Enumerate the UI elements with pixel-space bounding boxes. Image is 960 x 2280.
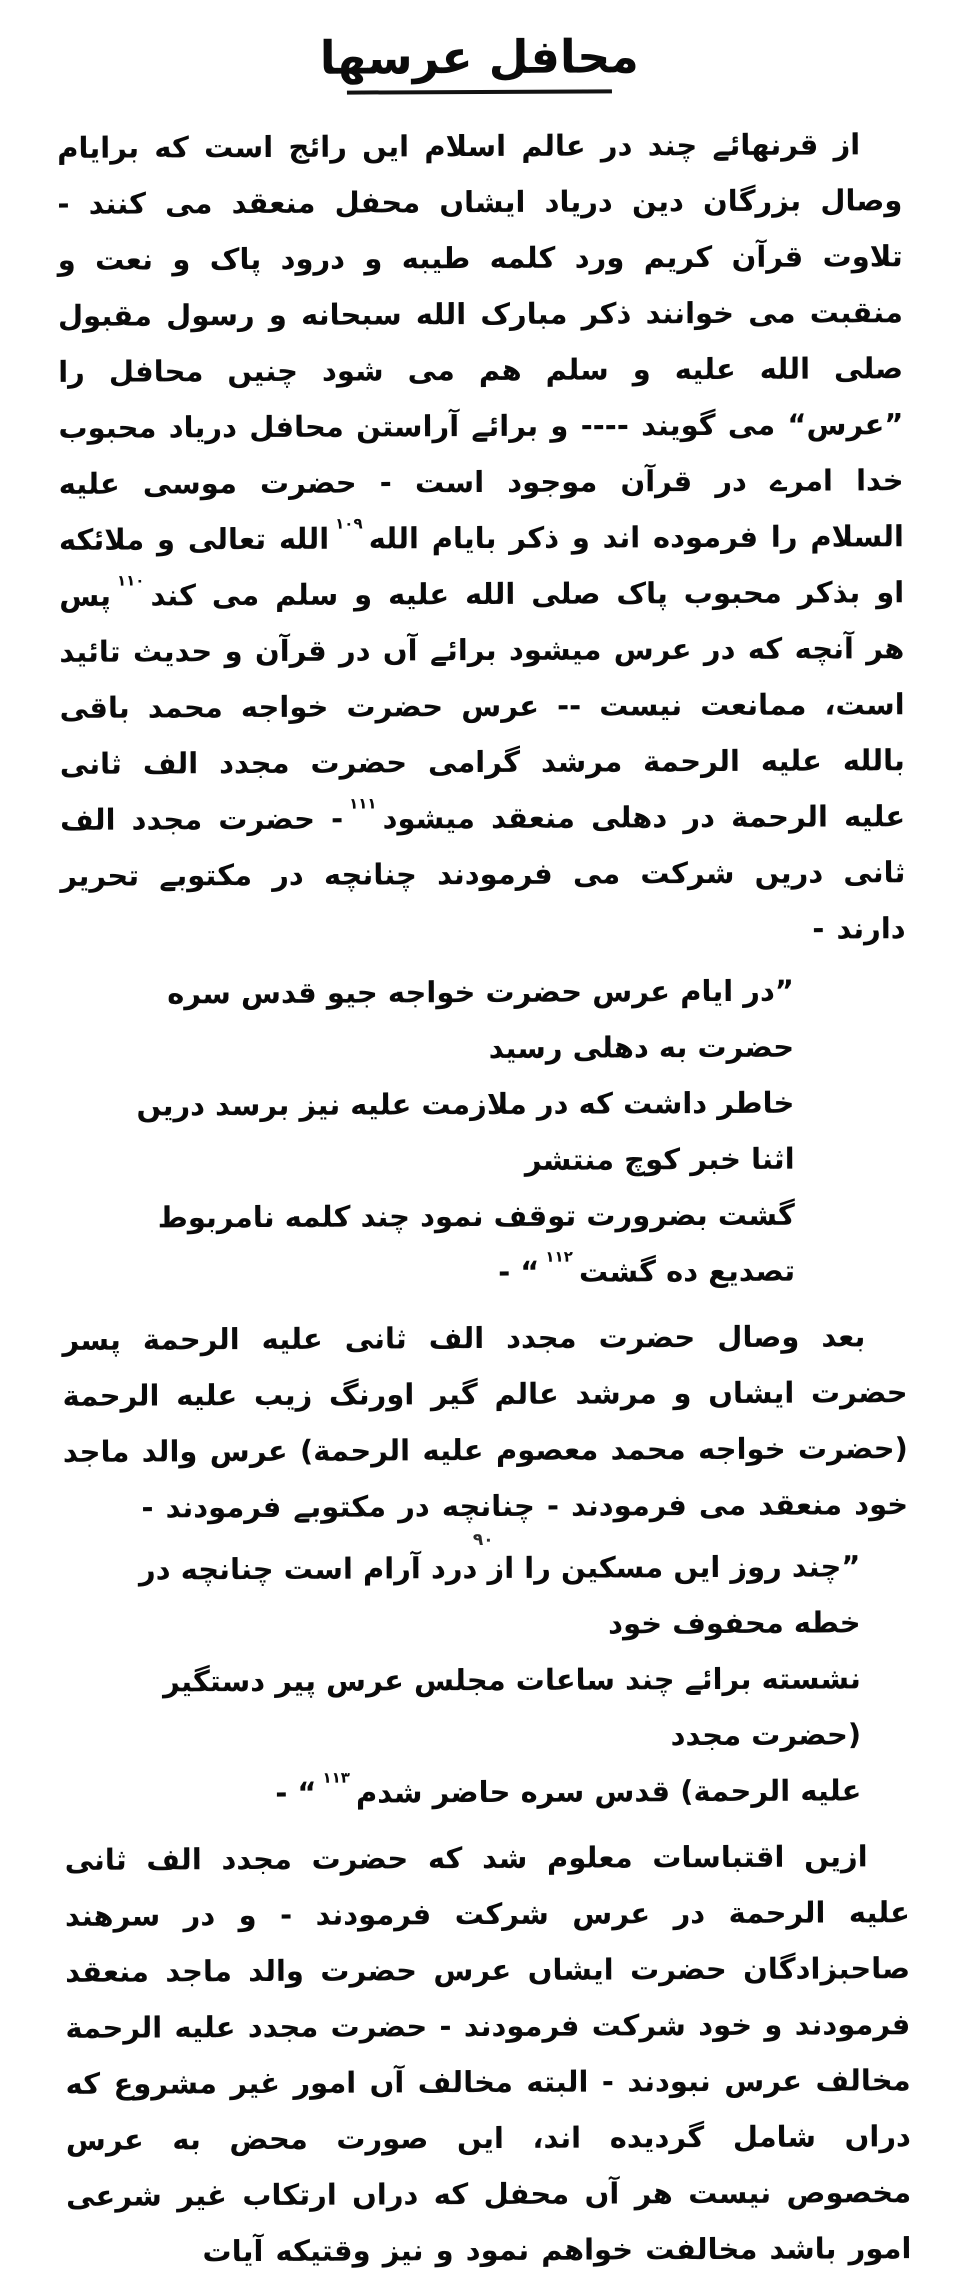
footnote-ref-110: ۱۱۰ bbox=[116, 571, 145, 590]
blockquote-1 bbox=[91, 963, 795, 1302]
quote-1-close-mark: “ - bbox=[498, 1254, 540, 1289]
quote-1-line-3 bbox=[92, 1187, 795, 1302]
footnote-ref-112: ۱۱۲ bbox=[545, 1247, 573, 1266]
quote-2-line-3-text: علیه الرحمة) قدس سره حاضر شدم bbox=[355, 1773, 862, 1810]
paragraph-1 bbox=[57, 116, 906, 960]
footnote-ref-109: ۱۰۹ bbox=[335, 514, 363, 533]
blockquote-2 bbox=[93, 1538, 861, 1821]
page-title: محافل عرسها bbox=[319, 29, 639, 85]
quote-2-line-1: ”چند روز ایں مسکین را از درد آرام است چنانچه در خطه محفوف خود bbox=[138, 1549, 861, 1641]
quote-1-line-3-text: گشت بضرورت توقف نمود چند کلمه نامربوط تصدیع ده گشت bbox=[157, 1197, 796, 1289]
paragraph-2: بعد وصال حضرت مجدد الف ثانی علیه الرحمة پسر حضرت ایشاں و مرشد عالم گیر اورنگ زیب علیه الرحمة (حضرت خواجه محمد معصوم علیه الرحمة) عرس والد ماجد خود منعقد می فرمودند - چنانچه در مکتوبے فرمودند - bbox=[62, 1319, 909, 1525]
paragraph-1-text-d: - حضرت مجدد الف ثانی دریں شرکت می فرمودند چنانچه در مکتوبے تحریر دارند - bbox=[60, 801, 906, 946]
page-number: ۹۰ bbox=[472, 1529, 494, 1551]
footnote-ref-113: ۱۱۳ bbox=[322, 1768, 350, 1787]
footnote-ref-111: ۱۱۱ bbox=[349, 794, 377, 813]
quote-2-line-3 bbox=[94, 1762, 861, 1821]
paragraph-1-text-c: پس هر آنچه که در عرس میشود برائے آں در قرآن و حدیث تائید است، ممانعت نیست -- عرس حضرت خواجه محمد باقی بالله علیه الرحمة مرشد گرامی حضرت مجدد الف ثانی علیه الرحمة در دهلی منعقد میشود bbox=[59, 578, 906, 836]
paragraph-1-text-b: الله تعالی و ملائکه او بذکر محبوب پاک صلی الله علیه و سلم می کند bbox=[58, 521, 905, 613]
quote-1-line-1: ”در ایام عرس حضرت خواجه جیو قدس سره حضرت به دهلی رسید bbox=[167, 973, 795, 1065]
quote-1-line-2: خاطر داشت که در ملازمت علیه نیز برسد دریں اثنا خبر کوچ منتشر bbox=[136, 1085, 795, 1177]
quote-2-close-mark: “ - bbox=[275, 1775, 317, 1810]
title-underline-rule bbox=[347, 89, 612, 94]
paragraph-3: ازیں اقتباسات معلوم شد که حضرت مجدد الف ثانی علیه الرحمة در عرس شرکت فرمودند - و در سرهند صاحبزادگان حضرت ایشاں عرس حضرت والد ماجد منعقد فرمودند و خود شرکت فرمودند - حضرت مجدد علیه الرحمة مخالف عرس نبودند - البته مخالف آں امور غیر مشروع که دراں شامل گردیده اند، ایں صورت محض به عرس مخصوص نیست هر آں محفل که دراں ارتکاب غیر شرعی امور باشد مخالفت خواهم نمود و نیز وقتیکه آیات bbox=[64, 1839, 912, 2269]
quote-2-line-2: نشسته برائے چند ساعات مجلس عرس پیر دستگیر (حضرت مجدد bbox=[162, 1661, 862, 1753]
paragraph-1-text-a: از قرنهائے چند در عالم اسلام ایں رائج است که برایام وصال بزرگان دین دریاد ایشاں محفل منعقد می کنند - تلاوت قرآن کریم ورد کلمه طیبه و درود پاک و نعت و منقبت می خوانند ذکر مبارک الله سبحانه و رسول مقبول صلی الله علیه و سلم هم می شود چنیں محافل را ”عرس“ می گویند ---- و برائے آراستن محافل دریاد محبوب خدا امرے در قرآن موجود است - حضرت موسی علیه السلام را فرموده اند و ذکر بایام الله bbox=[57, 127, 904, 556]
